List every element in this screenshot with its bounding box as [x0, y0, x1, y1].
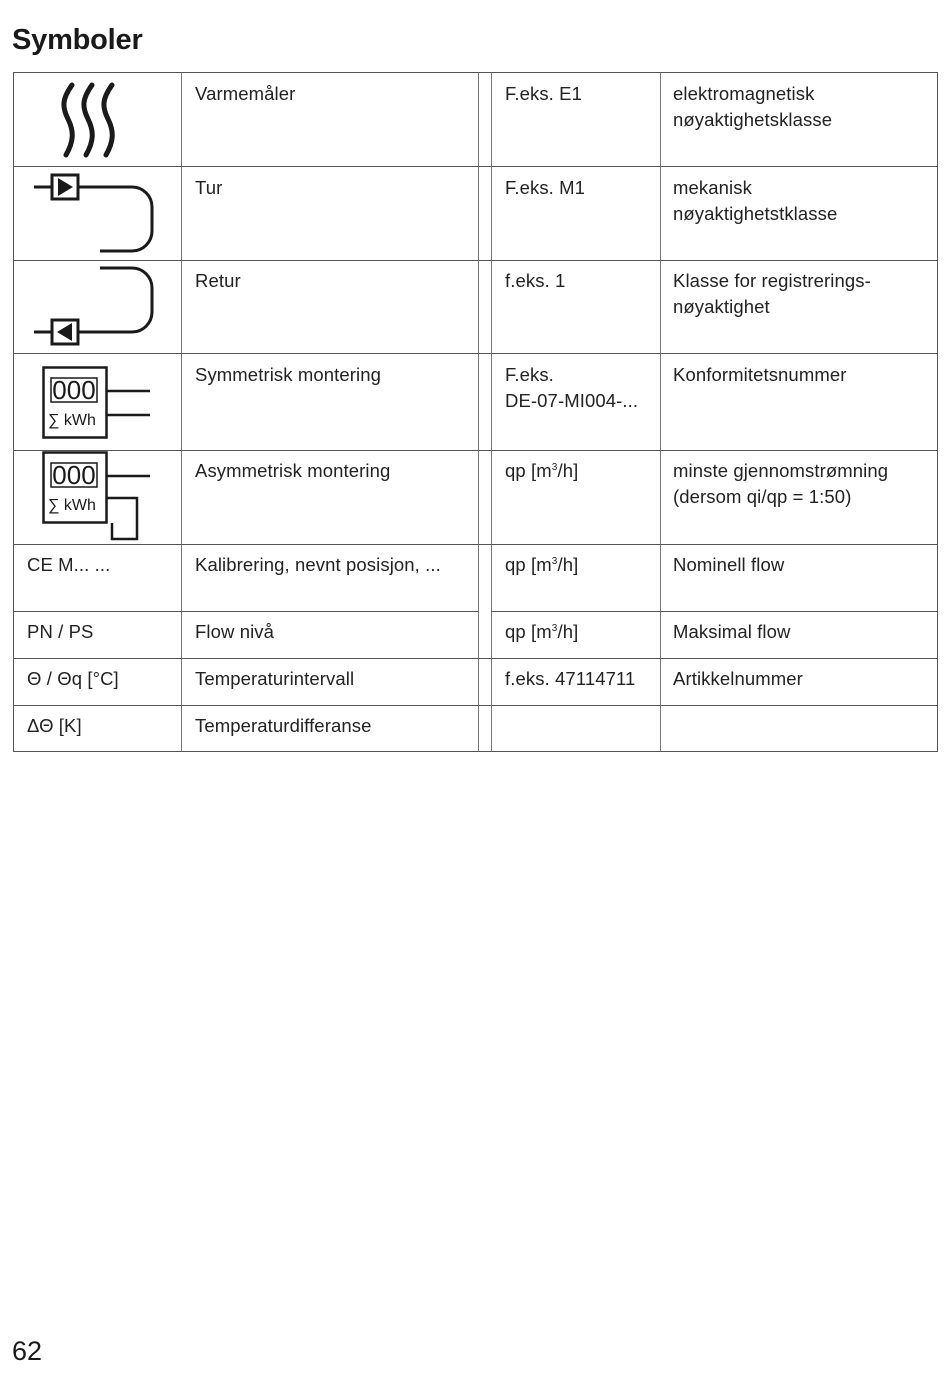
sum-sign: ∑ [48, 412, 60, 429]
marking-meaning-line: nøyaktighetstklasse [673, 203, 838, 224]
marking-meaning-line: elektromagnetisk [673, 83, 815, 104]
marking-meaning-cell [673, 458, 888, 510]
marking-meaning-line: nøyaktighetsklasse [673, 109, 833, 130]
marking-meaning-cell [673, 268, 871, 320]
marking-meaning-cell [673, 81, 832, 133]
symbol-cell: PN / PS [27, 621, 94, 642]
marking-cell: F.eks. E1 [505, 83, 582, 104]
marking-line: F.eks. [505, 364, 554, 385]
column-divider [478, 73, 479, 751]
flow-supply-icon [32, 171, 162, 257]
meter-digits: 000 [52, 460, 96, 490]
row-divider [491, 611, 937, 612]
symbol-cell: CE M... ... [27, 554, 111, 575]
marking-cell: qp $[m^3/h]$ [505, 460, 579, 481]
row-divider [14, 353, 937, 354]
marking-meaning-line: nøyaktighet [673, 296, 770, 317]
marking-meaning-cell [673, 362, 847, 388]
sum-sign: ∑ [48, 497, 60, 514]
meaning-cell: Flow nivå [195, 621, 275, 642]
meaning-cell: Tur [195, 177, 223, 198]
column-divider [660, 73, 661, 751]
symbol-cell: Θ / Θq [°C] [27, 668, 119, 689]
meaning-cell: Kalibrering, nevnt posisjon, ... [195, 554, 441, 575]
marking-cell: qp $[m^3/h]$ [505, 554, 579, 575]
row-divider [14, 658, 937, 659]
marking-meaning-cell [673, 175, 837, 227]
meaning-cell: Temperaturintervall [195, 668, 355, 689]
marking-cell: f.eks. 47114711 [505, 668, 636, 689]
meaning-cell: Temperaturdifferanse [195, 715, 372, 736]
meter-symmetric-icon [42, 366, 154, 440]
marking-cell [505, 362, 638, 414]
row-divider [14, 544, 937, 545]
marking-meaning-line: Maksimal flow [673, 621, 791, 642]
row-divider [14, 705, 937, 706]
symbol-cell: ΔΘ [K] [27, 715, 82, 736]
column-divider [491, 73, 492, 751]
page-number: 62 [12, 1336, 43, 1366]
meaning-cell: Retur [195, 270, 241, 291]
heat-waves-icon [58, 79, 130, 161]
meaning-cell: Symmetrisk montering [195, 364, 382, 385]
row-divider [14, 260, 937, 261]
marking-meaning-line: mekanisk [673, 177, 752, 198]
meter-digits: 000 [52, 375, 96, 405]
marking-meaning-line: (dersom qi/qp = 1:50) [673, 486, 852, 507]
marking-meaning-line: Nominell flow [673, 554, 785, 575]
marking-line: DE-07-MI004-... [505, 390, 639, 411]
marking-meaning-cell [673, 619, 790, 645]
marking-meaning-line: minste gjennomstrømning [673, 460, 889, 481]
meter-unit: kWh [63, 412, 96, 429]
row-divider [14, 166, 937, 167]
marking-cell: f.eks. 1 [505, 270, 566, 291]
symbols-table [13, 72, 938, 752]
marking-meaning-line: Konformitetsnummer [673, 364, 847, 385]
meaning-cell: Varmemåler [195, 83, 296, 104]
marking-meaning-cell [673, 552, 784, 578]
meter-unit: kWh [63, 497, 96, 514]
flow-return-icon [32, 263, 162, 351]
marking-meaning-line: Artikkelnummer [673, 668, 803, 689]
row-divider [14, 611, 478, 612]
marking-meaning-cell [673, 666, 803, 692]
meter-asymmetric-icon [42, 451, 154, 541]
meaning-cell: Asymmetrisk montering [195, 460, 391, 481]
marking-cell: F.eks. M1 [505, 177, 586, 198]
page-title: Symboler [12, 24, 143, 56]
column-divider [181, 73, 182, 751]
marking-meaning-line: Klasse for registrerings- [673, 270, 871, 291]
marking-cell: qp $[m^3/h]$ [505, 621, 579, 642]
